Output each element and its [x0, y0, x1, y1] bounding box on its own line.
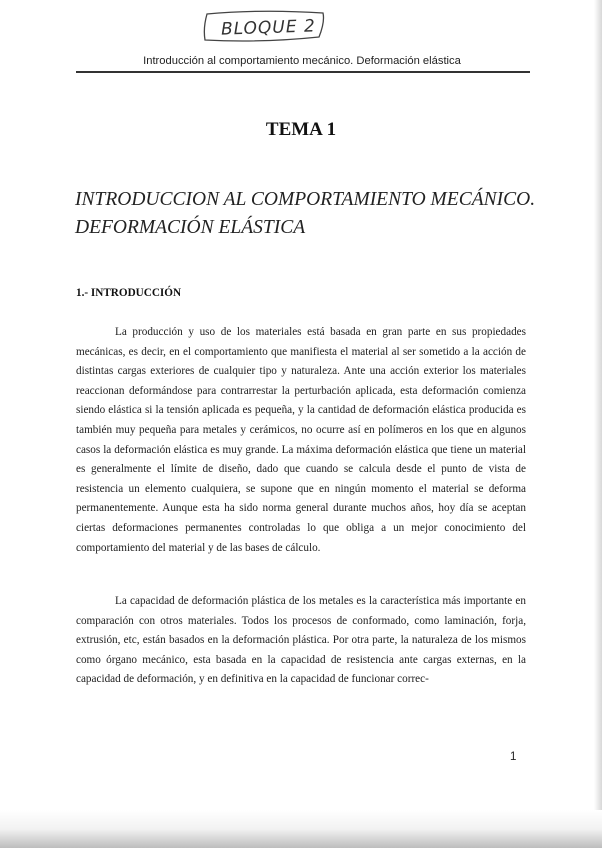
- running-header: Introducción al comportamiento mecánico. Deformación elástica: [143, 55, 461, 67]
- handwritten-stamp: [201, 10, 327, 44]
- title-line-1: INTRODUCCION AL COMPORTAMIENTO MECÁNICO.: [75, 189, 536, 210]
- paragraph: La producción y uso de los materiales está basada en gran parte en sus propiedades mecánicas, es decir, en el comportamiento que manifiesta el material al ser sometido a la acción de distintas cargas exteriores de cualquier tipo y naturaleza. Ante una acción exterior los materiales reaccionan deformándose para contrarrestar la perturbación aplicada, esta deformación comienza siendo elástica si la tensión aplicada es pequeña, y la cantidad de deformación elástica producida es también muy pequeña para metales y cerámicos, no ocurre así en polímeros en los que en algunos casos la deformación elástica es muy grande. La máxima deformación elástica que tiene un material es generalmente el límite de diseño, dado que cuando se calcula desde el punto de vista de resistencia un elemento cualquiera, se supone que en ningún momento el material se deforma permanentemente. Aunque esta ha sido norma general durante muchos años, hoy día se aceptan ciertas deformaciones permanentes controladas lo que obliga a un mejor conocimiento del comportamiento del material y de las bases de cálculo.: [76, 326, 526, 554]
- section-heading: 1.- INTRODUCCIÓN: [76, 287, 182, 299]
- stamp-text: BLOQUE 2: [220, 16, 317, 40]
- paragraph: La capacidad de deformación plástica de los metales es la característica más importante en comparación con otros materiales. Todos los procesos de conformado, como laminación, forja, extrusión, etc, están basados en la deformación plástica. Por otra parte, la naturaleza de los mismos como órgano mecánico, esta basada en la capacidad de resistencia ante cargas externas, en la capacidad de deformación, y en definitiva en la capacidad de funcionar correc-: [76, 595, 526, 686]
- page-title: [75, 186, 545, 242]
- page-number: 1: [510, 751, 517, 763]
- title-line-2: DEFORMACIÓN ELÁSTICA: [75, 217, 306, 238]
- header-divider: [76, 71, 530, 73]
- page-bottom-shadow: [0, 810, 602, 848]
- chapter-label: TEMA 1: [265, 119, 337, 140]
